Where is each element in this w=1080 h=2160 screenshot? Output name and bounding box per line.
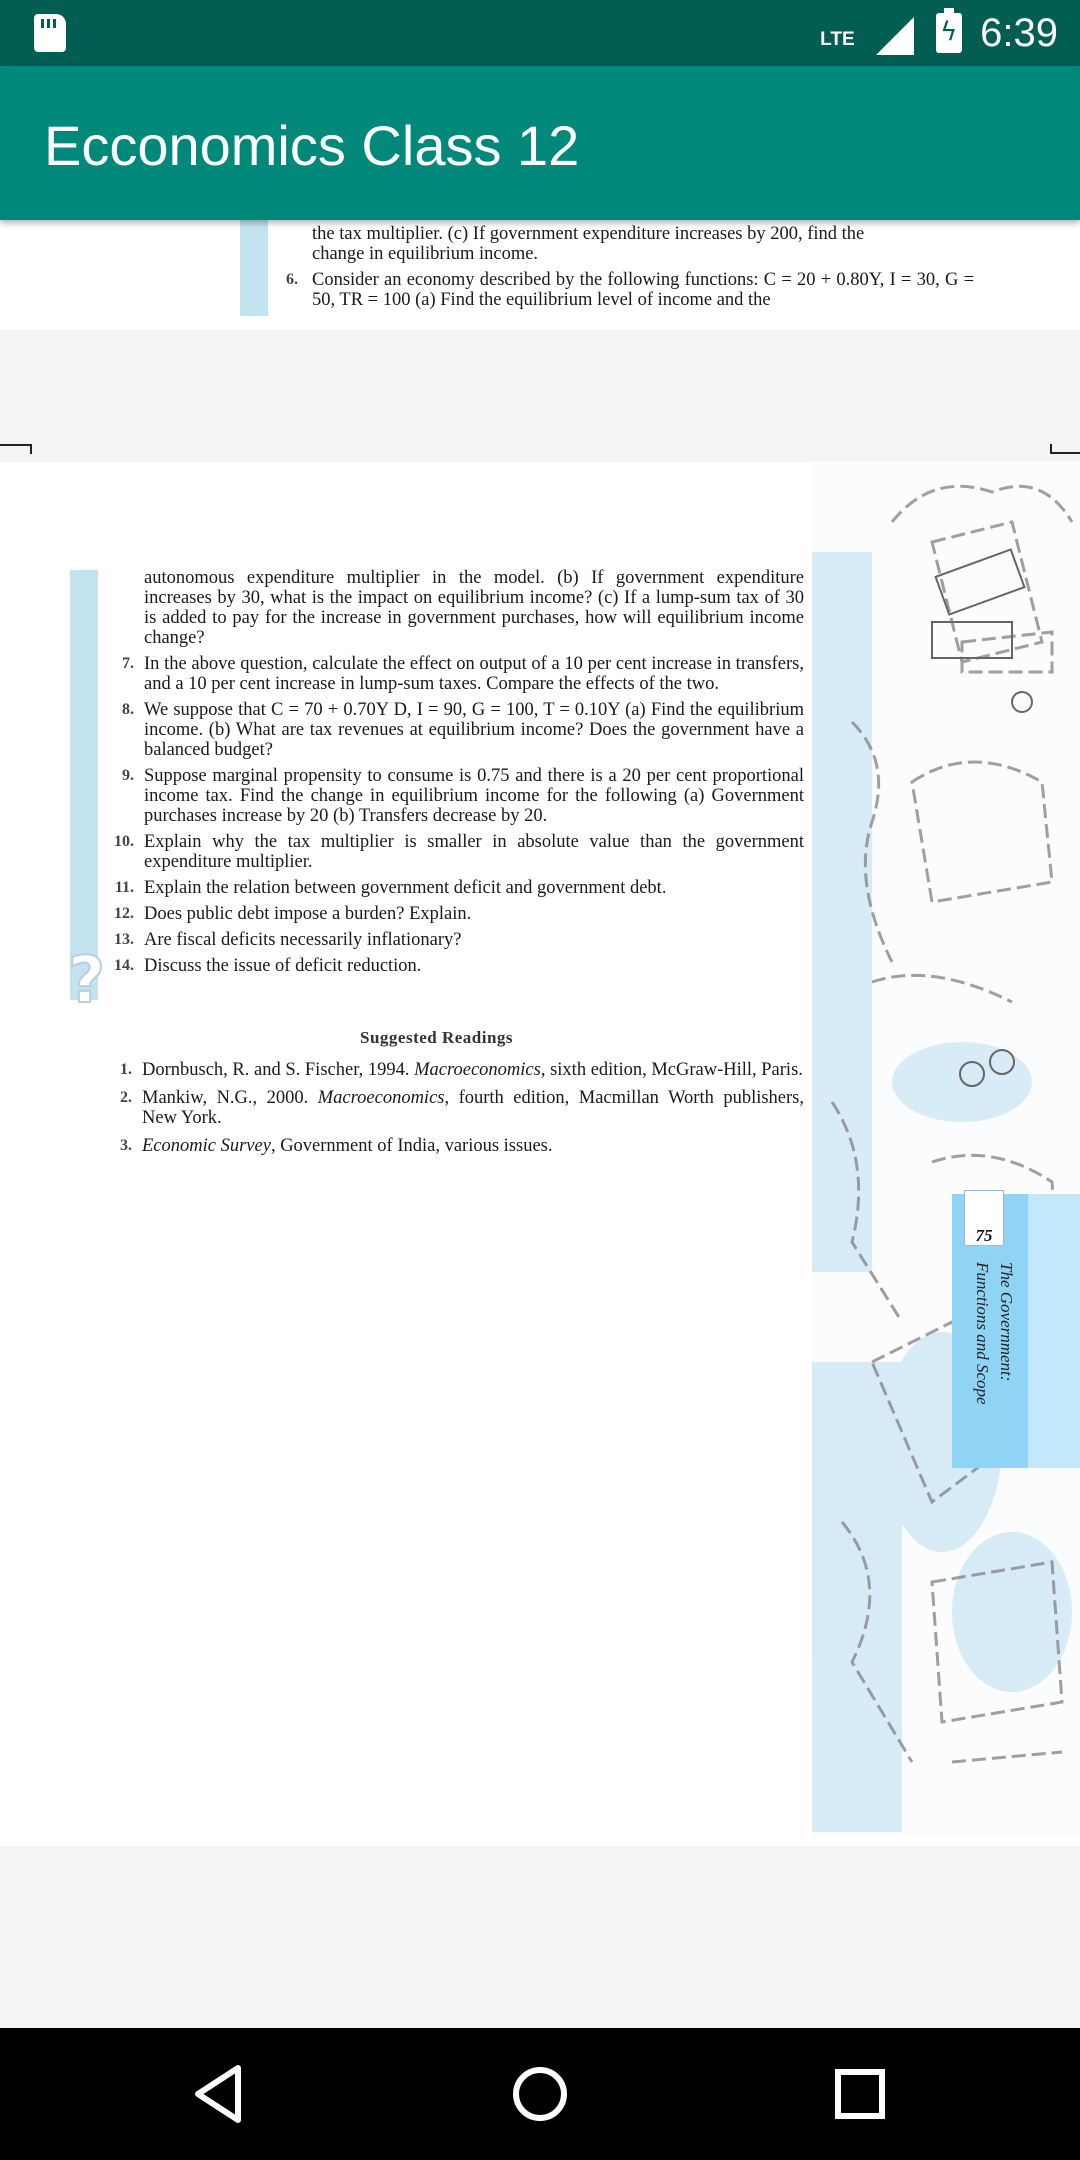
question-text: In the above question, calculate the effect on output of a 10 per cent increase in transfers, and a 10 per cent increase in lump-sum taxes. Compare the effects of the two.	[144, 654, 804, 694]
question-text: Discuss the issue of deficit reduction.	[144, 956, 422, 976]
battery-charging-icon: ϟ	[936, 13, 962, 53]
question-item	[114, 878, 804, 898]
recents-icon[interactable]	[824, 2058, 896, 2130]
signal-icon	[820, 17, 914, 55]
question-number: 12.	[114, 905, 134, 922]
question-number: 9.	[122, 767, 134, 784]
app-bar	[0, 66, 1080, 220]
questions-block	[114, 568, 804, 982]
question-item	[122, 700, 804, 760]
question-item	[122, 654, 804, 694]
reading-number: 1.	[120, 1061, 132, 1078]
viewer-background	[0, 1846, 1080, 2028]
status-icons	[820, 0, 1058, 66]
q5-tail: the tax multiplier. (c) If government expenditure increases by 200, find the change in equilibrium income.	[312, 224, 865, 264]
question-item	[114, 956, 804, 976]
question-6: 6. Consider an economy described by the following functions: C = 20 + 0.80Y, I = 30, G = 50, TR = 100 (a) Find the equilibrium level of income and the	[286, 270, 974, 310]
home-icon[interactable]	[504, 2058, 576, 2130]
question-item	[114, 832, 804, 872]
sketch-illustration	[812, 462, 1080, 1838]
question-text: Explain why the tax multiplier is smaller in absolute value than the government expenditure multiplier.	[144, 832, 804, 872]
sd-card-icon	[34, 14, 66, 52]
question-text: Does public debt impose a burden? Explain.	[144, 904, 472, 924]
app-title: Ecconomics Class 12	[44, 114, 580, 177]
status-bar	[0, 0, 1080, 66]
question-text: Explain the relation between government deficit and government debt.	[144, 878, 667, 898]
question-number: 7.	[122, 655, 134, 672]
question-text: We suppose that C = 70 + 0.70Y D, I = 90, G = 100, T = 0.10Y (a) Find the equilibrium income. (b) What are tax revenues at equilibrium income? Does the government have a balanced budget?	[144, 700, 804, 760]
question-number: 14.	[114, 957, 134, 974]
navigation-bar	[0, 2028, 1080, 2160]
chapter-caption: The Government: Functions and Scope	[973, 1262, 1016, 1405]
page-number: 75	[975, 1226, 993, 1245]
readings-list	[120, 1060, 805, 1164]
suggested-readings-title: Suggested Readings	[360, 1028, 514, 1047]
previous-page-fragment	[0, 220, 1080, 330]
question-text: Suppose marginal propensity to consume is 0.75 and there is a 20 per cent proportional income tax. Find the change in equilibrium income for the following (a) Government purchases increase by 20 (b) Transfers decrease by 20.	[144, 766, 804, 826]
question-number: 11.	[114, 879, 134, 896]
reading-item: 1. Dornbusch, R. and S. Fischer, 1994. Macroeconomics, sixth edition, McGraw-Hill, Paris.	[120, 1060, 803, 1080]
question-mark-icon: ?	[68, 944, 106, 1018]
back-icon[interactable]	[184, 2058, 256, 2130]
question-item	[114, 930, 804, 950]
question-number: 10.	[114, 833, 134, 850]
reading-number: 3.	[120, 1137, 132, 1154]
clock: 6:39	[980, 10, 1058, 55]
question-item	[114, 904, 804, 924]
question-number: 8.	[122, 701, 134, 718]
reading-item: 3. Economic Survey, Government of India, various issues.	[120, 1136, 553, 1156]
reading-item: 2. Mankiw, N.G., 2000. Macroeconomics, fourth edition, Macmillan Worth publishers, New York.	[120, 1088, 805, 1128]
network-type-label: LTE	[820, 29, 855, 50]
margin-bar	[240, 220, 268, 316]
question-text: Are fiscal deficits necessarily inflationary?	[144, 930, 462, 950]
question-item	[122, 766, 804, 826]
question-6-continued: autonomous expenditure multiplier in the model. (b) If government expenditure increases by 30, what is the impact on equilibrium income? (c) If a lump-sum tax of 30 is added to pay for the increase in government purchases, how will equilibrium income change?	[144, 568, 804, 648]
reading-number: 2.	[120, 1089, 132, 1106]
question-number: 13.	[114, 931, 134, 948]
margin-bar	[70, 570, 98, 1000]
